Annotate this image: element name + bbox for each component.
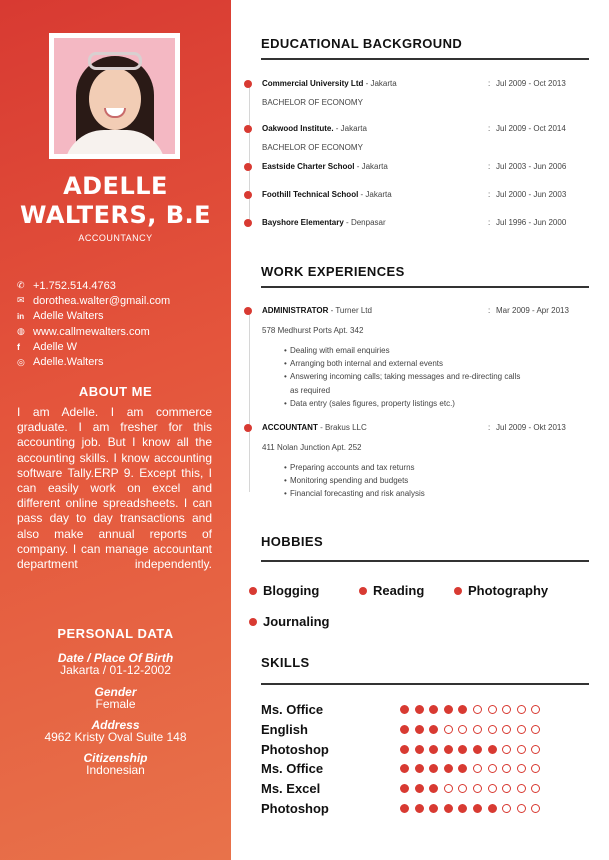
contact-text: dorothea.walter@gmail.com	[33, 294, 171, 307]
skill-dot-filled	[429, 745, 438, 754]
skill-dot-filled	[429, 705, 438, 714]
hobby-label: Blogging	[263, 583, 320, 598]
school-name: Commercial University Ltd	[262, 79, 364, 88]
main-content: EDUCATIONAL BACKGROUND Commercial University Ltd - Jakarta : Jul 2009 - Oct 2013 BACHELOR OF ECONOMY Oakwood Institute. - Jakarta : Jul 2009 - Oct 2014 BACHELOR OF ECONOMY Eastside Charter School - Jakarta : Jul 2003 - Jun 2006 Foothill Technical School - Jakarta : Jul 2000 - Jun 2003 Bayshore Elementary - Denpasar : Jul 1996 - Jun 2000 WORK EXPERIENCES ADMINISTRATOR - Turner Ltd : Mar 2009 - Apr 2013 578 Medhurst Ports Apt. 342 • Dealing with email enquiries • Arranging both internal and external events • Answering incoming calls; taking messages and re-directing calls as required • Data entry (sales figures, property listings etc.) ACCOUNTANT - Brakus LLC : Jul 2009 - Okt 2013 411 Nolan Junction Apt. 252 • Preparing accounts and tax returns • Monitoring spending and budgets • Financial forecasting and risk analysis HOBBIES Blogging Reading Photography Journaling SKILLS Ms. Office English Photoshop Ms. Office Ms. Excel Photoshop	[231, 0, 609, 860]
skill-dot-filled	[415, 784, 424, 793]
personal-item-gender	[0, 686, 231, 710]
skill-dot-filled	[429, 804, 438, 813]
skill-dot-filled	[429, 725, 438, 734]
education-degree: BACHELOR OF ECONOMY	[262, 98, 363, 107]
about-text: I am Adelle. I am commerce graduate. I am fresher for this accounting job. But I know all the accounting skills. I know accounting software Tally.ERP 9. Except this, I can easily work on excel and different online spreadsheets. I can pass day to day transactions and also make annual reports of company. I can manage accountant department independently.	[17, 405, 212, 572]
contact-text: www.callmewalters.com	[33, 325, 150, 338]
contact-email[interactable]	[17, 293, 222, 308]
skill-rating	[400, 725, 546, 734]
hobby-item	[359, 583, 424, 598]
skill-dot-filled	[415, 804, 424, 813]
job-date: Mar 2009 - Apr 2013	[496, 306, 569, 315]
duty-item: • Monitoring spending and budgets	[284, 474, 524, 487]
skill-rating	[400, 784, 546, 793]
skill-dot-empty	[531, 745, 540, 754]
skill-dot-filled	[458, 745, 467, 754]
personal-value: Indonesian	[86, 763, 145, 777]
skill-row	[261, 720, 561, 738]
job-position: ACCOUNTANT	[262, 423, 318, 432]
personal-item-citizenship	[0, 752, 231, 776]
bullet-dot	[244, 219, 252, 227]
education-date: Jul 2003 - Jun 2006	[496, 162, 567, 171]
skill-dot-empty	[517, 745, 526, 754]
skill-dot-filled	[400, 764, 409, 773]
personal-label: Gender	[94, 685, 137, 699]
name-line-2: WALTERS, B.E	[19, 201, 212, 229]
instagram-icon: ◎	[17, 356, 25, 367]
skill-name: Ms. Office	[261, 760, 324, 776]
school-place: - Jakarta	[333, 124, 367, 133]
contact-phone[interactable]	[17, 278, 222, 293]
skill-name: Ms. Office	[261, 701, 324, 717]
skill-dot-empty	[517, 725, 526, 734]
skill-dot-empty	[517, 705, 526, 714]
job-role: ACCOUNTANCY	[78, 233, 153, 243]
bullet-dot	[244, 191, 252, 199]
job-company: - Turner Ltd	[328, 306, 372, 315]
skill-dot-empty	[531, 764, 540, 773]
skill-dot-empty	[473, 705, 482, 714]
facebook-icon: f	[17, 341, 20, 352]
contact-text: +1.752.514.4763	[33, 279, 116, 292]
skill-dot-filled	[444, 705, 453, 714]
skill-dot-empty	[473, 764, 482, 773]
school-place: - Denpasar	[343, 218, 386, 227]
school-name: Bayshore Elementary	[262, 218, 344, 227]
personal-item-birth	[0, 652, 231, 676]
hobby-item	[454, 583, 548, 598]
education-date: Jul 2000 - Jun 2003	[496, 190, 567, 199]
duty-item: • Data entry (sales figures, property listings etc.)	[284, 397, 524, 410]
work-timeline	[249, 312, 250, 492]
skill-dot-filled	[473, 745, 482, 754]
contact-list	[17, 278, 222, 370]
job-address: 411 Nolan Junction Apt. 252	[262, 443, 362, 452]
skill-dot-empty	[444, 725, 453, 734]
bullet-dot	[454, 587, 462, 595]
job-date: Jul 2009 - Okt 2013	[496, 423, 566, 432]
globe-icon: ◍	[17, 326, 25, 337]
work-rule	[261, 286, 589, 288]
bullet-dot	[244, 125, 252, 133]
skill-row	[261, 759, 561, 777]
skill-dot-filled	[444, 745, 453, 754]
skill-dot-empty	[502, 745, 511, 754]
skill-dot-filled	[400, 745, 409, 754]
duty-item: • Dealing with email enquiries	[284, 344, 524, 357]
skill-dot-empty	[531, 705, 540, 714]
education-date: Jul 2009 - Oct 2013	[496, 79, 566, 88]
duty-item: • Answering incoming calls; taking messages and re-directing calls as required	[284, 370, 524, 396]
profile-photo	[49, 33, 180, 159]
personal-label: Address	[91, 718, 140, 732]
skill-dot-filled	[488, 804, 497, 813]
skill-dot-empty	[502, 705, 511, 714]
skill-dot-filled	[415, 745, 424, 754]
skill-dot-empty	[488, 705, 497, 714]
skill-dot-filled	[458, 705, 467, 714]
skill-row	[261, 700, 561, 718]
personal-item-address	[0, 719, 231, 743]
bullet-dot	[359, 587, 367, 595]
bullet-dot	[244, 424, 252, 432]
skill-dot-filled	[429, 764, 438, 773]
skill-dot-empty	[531, 804, 540, 813]
skill-dot-filled	[415, 764, 424, 773]
skill-dot-empty	[502, 804, 511, 813]
school-place: - Jakarta	[358, 190, 392, 199]
school-name: Oakwood Institute.	[262, 124, 334, 133]
skill-name: Photoshop	[261, 741, 329, 757]
skill-dot-empty	[458, 725, 467, 734]
bullet-dot	[249, 587, 257, 595]
skill-row	[261, 799, 561, 817]
school-place: - Jakarta	[354, 162, 388, 171]
school-name: Foothill Technical School	[262, 190, 359, 199]
skill-rating	[400, 705, 546, 714]
skill-dot-filled	[400, 725, 409, 734]
sidebar	[0, 0, 231, 860]
hobbies-rule	[261, 560, 589, 562]
skill-dot-empty	[502, 725, 511, 734]
skill-dot-filled	[400, 804, 409, 813]
bullet-dot	[249, 618, 257, 626]
hobby-label: Reading	[373, 583, 425, 598]
skill-dot-empty	[488, 764, 497, 773]
email-icon: ✉	[17, 295, 25, 306]
job-company: - Brakus LLC	[317, 423, 367, 432]
education-timeline	[249, 84, 250, 226]
duty-list	[284, 461, 524, 501]
skill-name: English	[261, 721, 308, 737]
education-title: EDUCATIONAL BACKGROUND	[261, 36, 463, 51]
skill-dot-filled	[458, 764, 467, 773]
skill-rating	[400, 745, 546, 754]
avatar	[54, 38, 175, 154]
school-name: Eastside Charter School	[262, 162, 355, 171]
bullet-dot	[244, 80, 252, 88]
contact-facebook[interactable]	[17, 339, 222, 354]
skill-row	[261, 740, 561, 758]
hobby-label: Journaling	[263, 614, 330, 629]
skill-rating	[400, 804, 546, 813]
skill-row	[261, 779, 561, 797]
personal-value: Jakarta / 01-12-2002	[60, 663, 171, 677]
school-place: - Jakarta	[363, 79, 397, 88]
education-date: Jul 1996 - Jun 2000	[496, 218, 567, 227]
skills-title: SKILLS	[261, 655, 310, 670]
skill-dot-empty	[473, 725, 482, 734]
skill-name: Photoshop	[261, 800, 329, 816]
skill-dot-empty	[488, 784, 497, 793]
bullet-dot	[244, 163, 252, 171]
skill-dot-empty	[517, 804, 526, 813]
skill-dot-filled	[429, 784, 438, 793]
skill-dot-filled	[488, 745, 497, 754]
skill-dot-empty	[517, 764, 526, 773]
job-position: ADMINISTRATOR	[262, 306, 329, 315]
skill-dot-empty	[444, 784, 453, 793]
duty-item: • Financial forecasting and risk analysis	[284, 487, 524, 500]
duty-item: • Arranging both internal and external events	[284, 357, 524, 370]
candidate-name	[0, 172, 231, 230]
education-degree: BACHELOR OF ECONOMY	[262, 143, 363, 152]
skill-dot-filled	[458, 804, 467, 813]
personal-label: Citizenship	[83, 751, 148, 765]
duty-list	[284, 344, 524, 410]
personal-value: Female	[95, 697, 136, 711]
skill-dot-empty	[458, 784, 467, 793]
skill-dot-empty	[531, 725, 540, 734]
contact-website[interactable]	[17, 324, 222, 339]
about-title: ABOUT ME	[78, 384, 153, 399]
skill-dot-filled	[444, 804, 453, 813]
skill-dot-empty	[473, 784, 482, 793]
linkedin-icon: in	[17, 311, 25, 321]
contact-linkedin[interactable]	[17, 309, 222, 324]
skill-name: Ms. Excel	[261, 780, 321, 796]
contact-text: Adelle W	[33, 340, 78, 353]
skill-dot-filled	[473, 804, 482, 813]
skill-rating	[400, 764, 546, 773]
skill-dot-empty	[488, 725, 497, 734]
personal-label: Date / Place Of Birth	[57, 651, 174, 665]
contact-text: Adelle.Walters	[33, 356, 104, 369]
education-rule	[261, 58, 589, 60]
skill-dot-filled	[415, 725, 424, 734]
hobby-item	[249, 614, 329, 629]
phone-icon: ✆	[17, 280, 25, 291]
duty-item: • Preparing accounts and tax returns	[284, 461, 524, 474]
hobby-item	[249, 583, 319, 598]
contact-instagram[interactable]	[17, 354, 222, 369]
hobbies-title: HOBBIES	[261, 534, 324, 549]
skill-dot-filled	[400, 784, 409, 793]
skill-dot-filled	[415, 705, 424, 714]
contact-text: Adelle Walters	[33, 310, 104, 323]
hobby-label: Photography	[468, 583, 549, 598]
skill-dot-empty	[502, 784, 511, 793]
skill-dot-filled	[400, 705, 409, 714]
work-title: WORK EXPERIENCES	[261, 264, 405, 279]
skill-dot-empty	[531, 784, 540, 793]
bullet-dot	[244, 307, 252, 315]
skill-dot-empty	[517, 784, 526, 793]
skills-rule	[261, 683, 589, 685]
skill-dot-empty	[502, 764, 511, 773]
personal-data-title: PERSONAL DATA	[57, 626, 174, 641]
education-date: Jul 2009 - Oct 2014	[496, 124, 566, 133]
job-address: 578 Medhurst Ports Apt. 342	[262, 326, 364, 335]
name-line-1: ADELLE	[63, 172, 168, 200]
personal-value: 4962 Kristy Oval Suite 148	[44, 730, 187, 744]
skill-dot-filled	[444, 764, 453, 773]
